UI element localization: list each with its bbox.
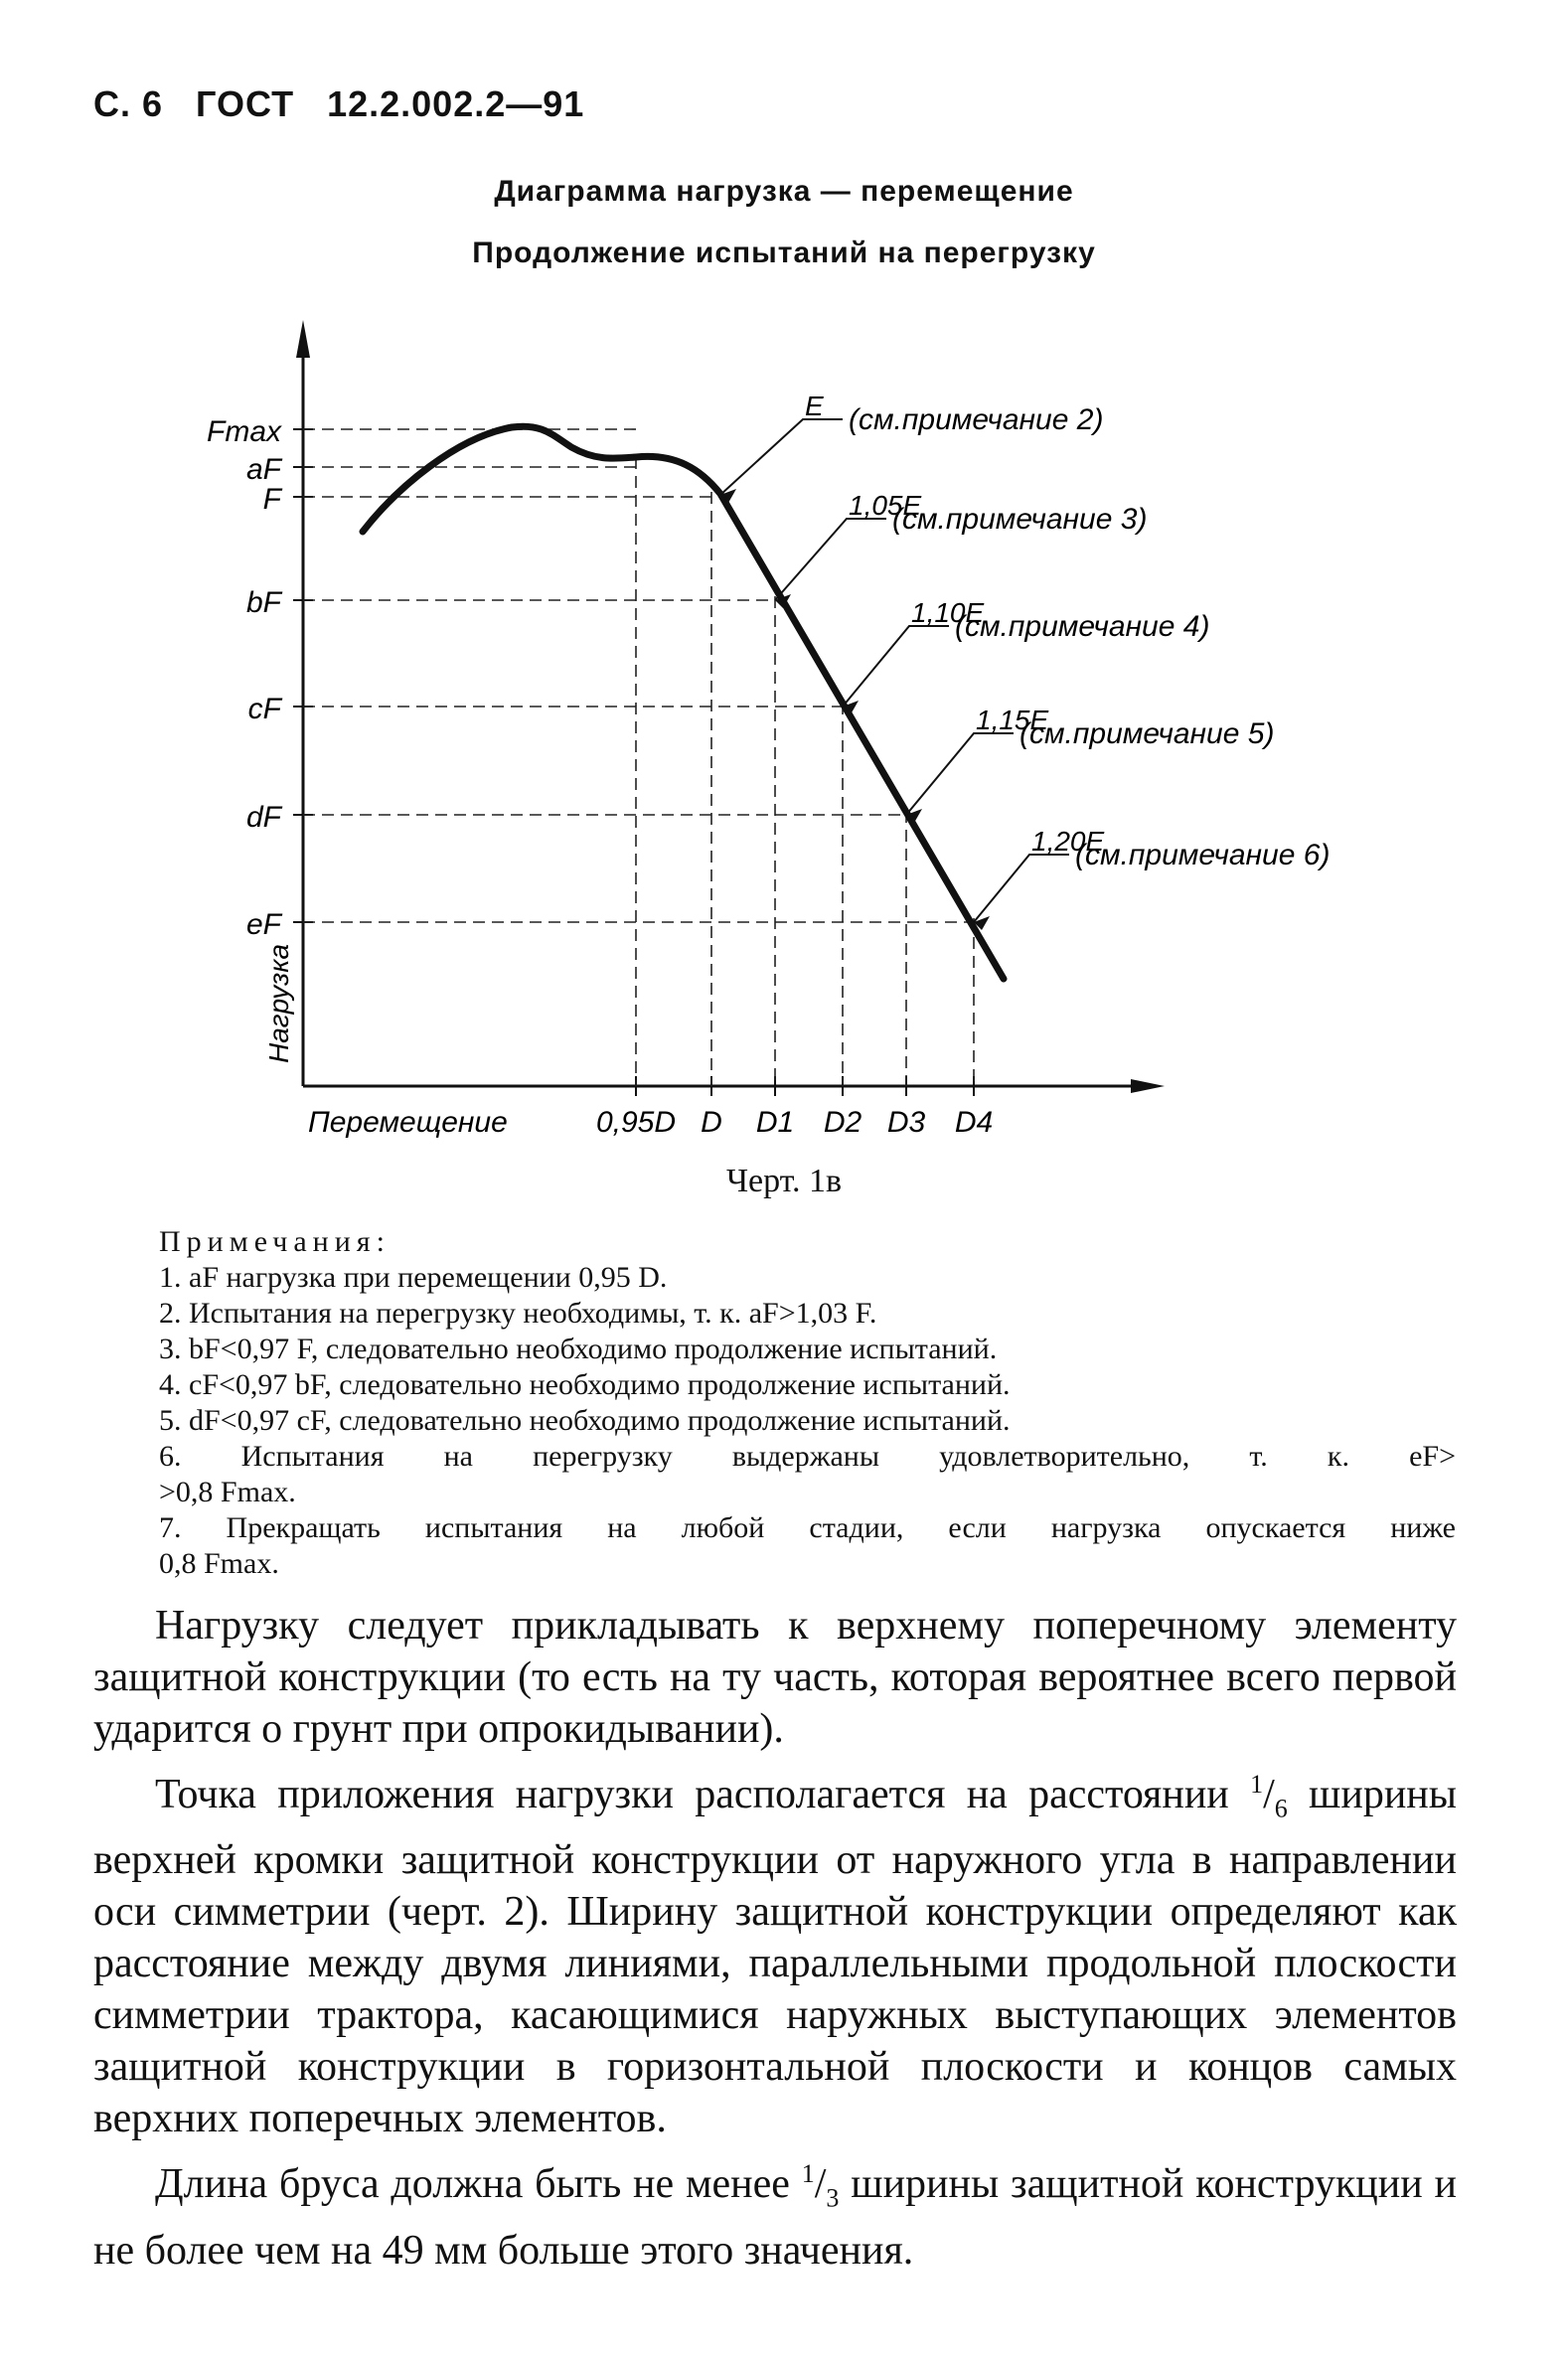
callout-note-label: (см.примечание 6) bbox=[1075, 839, 1331, 871]
x-tick-label: D3 bbox=[886, 1106, 926, 1139]
note-item: >0,8 Fmax. bbox=[159, 1476, 296, 1508]
y-tick-label: aF bbox=[245, 453, 281, 486]
x-tick-label: D2 bbox=[823, 1106, 862, 1139]
callout-point-label: 1,10E bbox=[911, 597, 985, 628]
callout-note-label: (см.примечание 5) bbox=[1019, 717, 1275, 750]
notes-heading: Примечания: bbox=[159, 1225, 391, 1258]
body-text bbox=[93, 1600, 1457, 2277]
y-tick-label: bF bbox=[245, 586, 281, 619]
callout-leader bbox=[974, 855, 1069, 922]
page-header bbox=[93, 83, 606, 125]
page-number: С. 6 bbox=[93, 83, 164, 124]
paragraph: Точка приложения нагрузки располагается на расстоянии $^1/_6$ ширины верхней кромки защитной конструкции от наружного угла в направлении оси симметрии (черт. 2). Ширину защитной конструкции определяют как расстояние между двумя линиями, параллельными продольной плоскости симметрии трактора, касающимися наружных выступающих элементов защитной конструкции в горизонтальной плоскости и концов самых верхних поперечных элементов. bbox=[93, 1770, 1458, 2142]
fraction-denominator: 3 bbox=[826, 2183, 840, 2213]
callout-point-label: 1,05E bbox=[849, 490, 922, 521]
y-tick-label: cF bbox=[247, 693, 281, 725]
callout-leader bbox=[906, 733, 1014, 815]
y-axis-title: Нагрузка bbox=[263, 943, 294, 1064]
standard-label: ГОСТ bbox=[196, 83, 295, 124]
standard-number: 12.2.002.2—91 bbox=[327, 83, 585, 124]
paragraph: Длина бруса должна быть не менее $^1/_3$ ширины защитной конструкции и не более чем на 49 мм больше этого значения. bbox=[93, 2159, 1458, 2274]
callout-leader bbox=[775, 519, 886, 600]
x-axis-arrow bbox=[1131, 1079, 1165, 1093]
note-item: 5. dF<0,97 cF, следовательно необходимо продолжение испытаний. bbox=[159, 1404, 1011, 1437]
callout-point-label: 1,15E bbox=[976, 705, 1049, 735]
diagram-subtitle: Продолжение испытаний на перегрузку bbox=[472, 236, 1096, 269]
y-axis-arrow bbox=[296, 320, 310, 358]
callout-note-label: (см.примечание 2) bbox=[849, 403, 1104, 436]
callout-leader bbox=[720, 419, 843, 495]
note-item: 4. cF<0,97 bF, следовательно необходимо продолжение испытаний. bbox=[159, 1368, 1011, 1401]
note-item: 6. Испытания на перегрузку выдержаны удовлетворительно, т. к. eF> bbox=[159, 1440, 1456, 1473]
fraction-numerator: 1 bbox=[801, 2159, 815, 2189]
callout-note-label: (см.примечание 4) bbox=[955, 610, 1210, 643]
note-item: 3. bF<0,97 F, следовательно необходимо продолжение испытаний. bbox=[159, 1333, 998, 1365]
note-item: 1. aF нагрузка при перемещении 0,95 D. bbox=[159, 1261, 668, 1294]
x-tick-label: D4 bbox=[954, 1106, 994, 1139]
callout-leader bbox=[843, 626, 949, 707]
y-tick-label: F bbox=[262, 483, 281, 516]
fraction-denominator: 6 bbox=[1274, 1794, 1288, 1823]
y-tick-label: dF bbox=[245, 801, 281, 834]
paragraph: Нагрузку следует прикладывать к верхнему поперечному элементу защитной конструкции (то есть на ту часть, которая вероятнее всего первой ударится о грунт при опрокидывании). bbox=[93, 1603, 1457, 1752]
note-item: 2. Испытания на перегрузку необходимы, т. к. aF>1,03 F. bbox=[159, 1297, 877, 1330]
paragraph-part: Длина бруса должна быть не менее bbox=[155, 2161, 790, 2208]
x-axis-title: Перемещение bbox=[308, 1106, 508, 1139]
note-item: 7. Прекращать испытания на любой стадии, если нагрузка опускается ниже bbox=[159, 1511, 1456, 1544]
chart-labels bbox=[207, 391, 1330, 1139]
callout-point-label: 1,20E bbox=[1031, 826, 1105, 857]
x-tick-label: D1 bbox=[755, 1106, 795, 1139]
paragraph-part: Точка приложения нагрузки располагается на расстоянии bbox=[155, 1772, 1229, 1817]
load-displacement-chart bbox=[0, 298, 1568, 1153]
diagram-title: Диаграмма нагрузка — перемещение bbox=[494, 175, 1074, 208]
notes-block bbox=[159, 1224, 1456, 1582]
x-tick-label: 0,95D bbox=[595, 1106, 677, 1139]
paragraph-part: ширины защитной конструкции и не более чем на 49 мм больше этого значения. bbox=[93, 2161, 1458, 2274]
fraction-numerator: 1 bbox=[1250, 1770, 1264, 1799]
y-tick-label: Fmax bbox=[207, 415, 281, 448]
callout-point-label: E bbox=[805, 391, 824, 421]
x-tick-label: D bbox=[701, 1106, 722, 1139]
callout-note-label: (см.примечание 3) bbox=[892, 503, 1148, 536]
paragraph-part: ширины верхней кромки защитной конструкции от наружного угла в направлении оси симметрии (черт. 2). Ширину защитной конструкции определяют как расстояние между двумя линиями, параллельными продольной плоскости симметрии трактора, касающимися наружных выступающих элементов защитной конструкции в горизонтальной плоскости и концов самых верхних поперечных элементов. bbox=[93, 1772, 1458, 2142]
figure-caption: Черт. 1в bbox=[725, 1163, 843, 1199]
note-item: 0,8 Fmax. bbox=[159, 1547, 279, 1580]
y-tick-label: eF bbox=[245, 908, 281, 941]
